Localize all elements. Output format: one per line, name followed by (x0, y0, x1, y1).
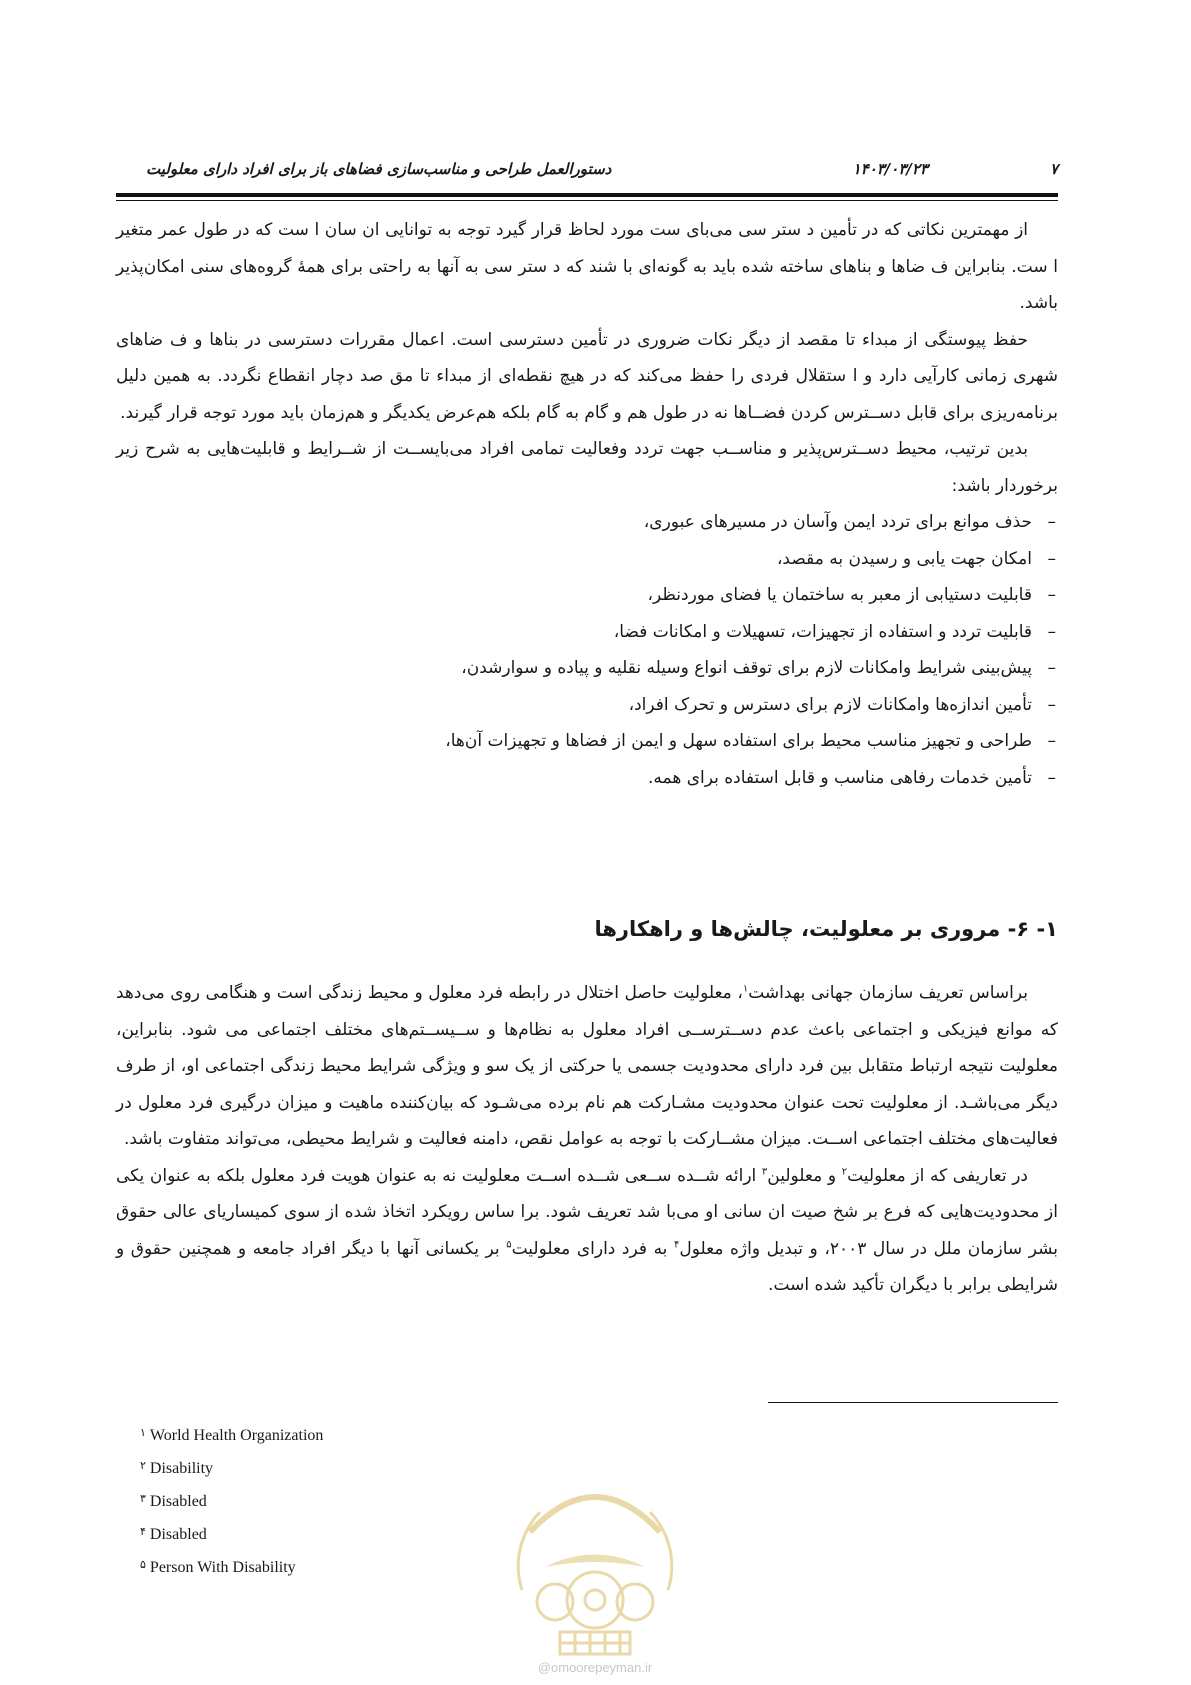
header-date: ۱۴۰۳/۰۳/۲۳ (852, 160, 928, 178)
footnote (140, 1451, 560, 1484)
watermark-url: @omoorepeyman.ir (537, 1660, 653, 1675)
paragraph: از مهمترین نکاتی که در تأمین د ستر سی می‌بای ست مورد لحاظ قرار گیرد توجه به توانایی ان سان ا ست که در طول عمر متغیر ا ست. بنابراین ف ضاها و بناهای ساخته شده باید به گونه‌ای با شند که د ستر سی به آنها به راحتی برای همهٔ گروه‌های سنی امکان‌پذیر باشد. (116, 220, 1058, 313)
text-run: ، معلولیت حاصل اختلال در رابطه فرد معلول و محیط زندگی است و هنگامی روی می‌دهد که موانع فیزیکی و اجتماعی باعث عدم دســترســی افراد معلول به نظام‌ها و ســیســتم‌های مختلف اجتماعی می شود. بنابراین، معلولیت نتیجه ارتباط متقابل بین فرد دارای محدودیت جسمی یا حرکتی از یک سو و ویژگی شرایط محیط زندگی اجتماعی او، از طرف دیگر می‌باشـد. از معلولیت تحت عنوان محدودیت مشـارکت هم نام برده می‌شـود که بیان‌کننده ماهیت و میزان درگیری فرد معلول در فعالیت‌های مختلف اجتماعی اســت. میزان مشــارکت با توجه به عوامل نقص، دامنه فعالیت و شرایط محیطی، می‌تواند متفاوت باشد. (116, 983, 1058, 1149)
footnote (140, 1418, 560, 1451)
footnote-text: Disabled (149, 1493, 207, 1510)
footnote-text: Disability (149, 1460, 214, 1477)
footnote-number: ۱ (140, 1427, 146, 1439)
page-header (116, 160, 1058, 182)
text-run: در تعاریفی که از معلولیت (847, 1165, 1028, 1186)
list-item: – قابلیت دستیابی از معبر به ساختمان یا فضای موردنظر، (116, 577, 1058, 614)
footnote-ref[interactable]: ۱ (742, 983, 749, 995)
intro-text (116, 212, 1058, 796)
footnote-text: Disabled (149, 1526, 207, 1543)
page-number: ۷ (1049, 160, 1058, 178)
paragraph (116, 1158, 1058, 1304)
list-item: – تأمین اندازه‌ها وامکانات لازم برای دسترس و تحرک افراد، (116, 687, 1058, 724)
text-run: و معلولین (767, 1165, 842, 1186)
footnote-separator (768, 1402, 1058, 1403)
list-item: – امکان جهت یابی و رسیدن به مقصد، (116, 541, 1058, 578)
text-run: به فرد دارای معلولیت (511, 1238, 674, 1259)
footnote-number: ۴ (140, 1526, 146, 1538)
list-item: – پیش‌بینی شرایط وامکانات لازم برای توقف انواع وسیله نقلیه و پیاده و سوارشدن، (116, 650, 1058, 687)
bullet-list (116, 504, 1058, 796)
footnote-ref[interactable]: ۴ (673, 1238, 680, 1250)
footnote-number: ۳ (140, 1493, 146, 1505)
footnote-ref[interactable]: ۵ (506, 1238, 512, 1250)
list-item: – تأمین خدمات رفاهی مناسب و قابل استفاده برای همه. (116, 760, 1058, 797)
footnote-ref[interactable]: ۲ (841, 1165, 848, 1177)
header-title: دستورالعمل طراحی و مناسب‌سازی فضاهای باز برای افراد دارای معلولیت (146, 160, 612, 178)
list-item: – طراحی و تجهیز مناسب محیط برای استفاده سهل و ایمن از فضاها و تجهیزات آن‌ها، (116, 723, 1058, 760)
footnote (140, 1550, 560, 1583)
paragraph: بدین ترتیب، محیط دســترس‌پذیر و مناســب جهت تردد وفعالیت تمامی افراد می‌بایســت از شــرایط و قابلیت‌هایی به شرح زیر برخوردار باشد: (116, 439, 1058, 496)
header-rule-thick (116, 193, 1058, 197)
section-heading: ۱- ۶- مروری بر معلولیت، چالش‌ها و راهکارها (594, 917, 1058, 941)
text-run: بر یکسانی آنها با دیگر افراد جامعه و همچنین حقوق و شرایطی برابر با دیگران تأکید شده است. (116, 1238, 1058, 1295)
footnote-ref[interactable]: ۳ (761, 1165, 768, 1177)
footnote-text: Person With Disability (149, 1559, 296, 1576)
list-item: – حذف موانع برای تردد ایمن وآسان در مسیرهای عبوری، (116, 504, 1058, 541)
footnote (140, 1484, 560, 1517)
footnote-number: ۵ (140, 1559, 146, 1571)
paragraph: حفظ پیوستگی از مبداء تا مقصد از دیگر نکات ضروری در تأمین دسترسی است. اعمال مقررات دسترسی در بناها و ف ضاهای شهری زمانی کارآیی دارد و ا ستقلال فردی را حفظ می‌کند که در هیچ نقطه‌ای از مبداء تا مق صد دچار انقطاع نگردد. به همین دلیل برنامه‌ریزی برای قابل دســترس کردن فضــاها نه در طول هم و گام به گام بلکه هم‌عرض یکدیگر و هم‌زمان باید مورد توجه قرار گیرند. (116, 329, 1058, 423)
footnote-text: World Health Organization (149, 1427, 324, 1444)
footnotes (140, 1418, 560, 1583)
list-item: – قابلیت تردد و استفاده از تجهیزات، تسهیلات و امکانات فضا، (116, 614, 1058, 651)
footnote-number: ۲ (140, 1460, 146, 1472)
paragraph (116, 975, 1058, 1158)
text-run: براساس تعریف سازمان جهانی بهداشت (748, 983, 1029, 1003)
text-run: ارائه شــده ســعی شــده اســت معلولیت نه به عنوان هویت فرد معلول بلکه به عنوان یکی از محدودیت‌هایی که فرع بر شخ صیت ان سانی او می‌با شد تعریف شود. برا ساس رویکرد اتخاذ شده از سوی کمیساریای عالی حقوق بشر سازمان ملل در سال ۲۰۰۳، و تبدیل واژه معلول (116, 1165, 1058, 1259)
footnote (140, 1517, 560, 1550)
section-text (116, 975, 1058, 1304)
header-rule-thin (116, 200, 1058, 201)
watermark-logo-icon (500, 1472, 690, 1662)
